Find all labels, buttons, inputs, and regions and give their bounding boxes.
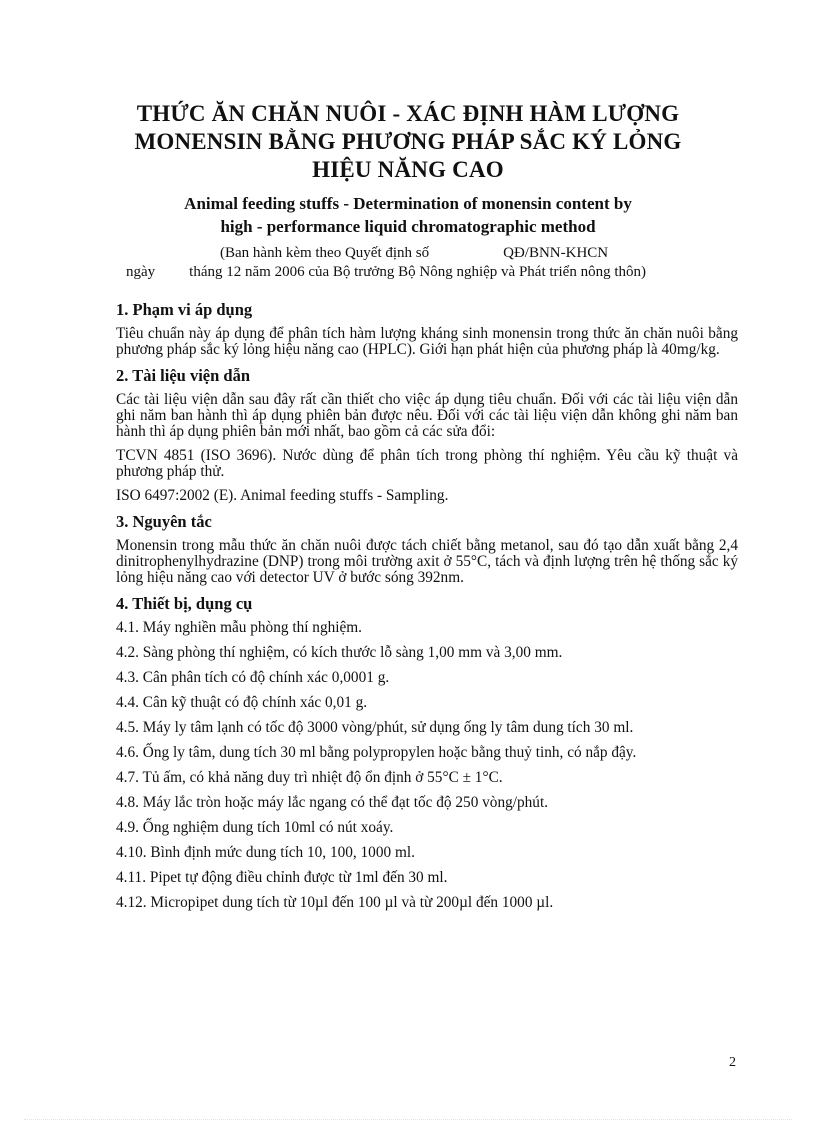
equipment-item: 4.1. Máy nghiền mẫu phòng thí nghiệm. [116, 619, 362, 636]
section-2-reference-1: TCVN 4851 (ISO 3696). Nước dùng để phân tích trong phòng thí nghiệm. Yêu cầu kỹ thuật và phương pháp thử. [116, 447, 738, 480]
equipment-item: 4.9. Ống nghiệm dung tích 10ml có nút xoáy. [116, 819, 394, 836]
issuance-decision-code: QĐ/BNN-KHCN [503, 245, 609, 261]
section-3-heading: 3. Nguyên tắc [116, 512, 212, 531]
subtitle-line-2: high - performance liquid chromatographic method [220, 217, 596, 236]
equipment-item: 4.6. Ống ly tâm, dung tích 30 ml bằng polypropylen hoặc bằng thuỷ tinh, có nắp đậy. [116, 744, 637, 761]
issuance-note-line-1 [220, 243, 640, 263]
issuance-day-label: ngày [126, 264, 156, 280]
section-2-text: Các tài liệu viện dẫn sau đây rất cần thiết cho việc áp dụng tiêu chuẩn. Đối với các tài liệu viện dẫn ghi năm ban hành thì áp dụng phiên bản được nêu. Đối với các tài liệu viện dẫn không ghi năm ban hành thì áp dụng phiên bản mới nhất, bao gồm cả các sửa đổi: [116, 391, 738, 440]
equipment-item: 4.5. Máy ly tâm lạnh có tốc độ 3000 vòng/phút, sử dụng ống ly tâm dung tích 30 ml. [116, 719, 634, 736]
section-3-text: Monensin trong mẫu thức ăn chăn nuôi được tách chiết bằng metanol, sau đó tạo dẫn xuất bằng 2,4 dinitrophenylhydrazine (DNP) trong môi trường axit ở 55°C, tách và định lượng trên hệ thống sắc ký lỏng hiệu năng cao với detector UV ở bước sóng 392nm. [116, 537, 738, 586]
equipment-item: 4.8. Máy lắc tròn hoặc máy lắc ngang có thể đạt tốc độ 250 vòng/phút. [116, 794, 549, 811]
issuance-note-line-2 [126, 262, 766, 282]
equipment-item: 4.4. Cân kỹ thuật có độ chính xác 0,01 g. [116, 694, 368, 711]
section-1-text: Tiêu chuẩn này áp dụng để phân tích hàm lượng kháng sinh monensin trong thức ăn chăn nuôi bằng phương pháp sắc ký lỏng hiệu năng cao (HPLC). Giới hạn phát hiện của phương pháp là 40mg/kg. [116, 325, 738, 358]
page-number: 2 [729, 1055, 736, 1070]
equipment-item: 4.12. Micropipet dung tích từ 10µl đến 100 µl và từ 200µl đến 1000 µl. [116, 894, 554, 911]
equipment-item: 4.7. Tủ ấm, có khả năng duy trì nhiệt độ ổn định ở 55°C ± 1°C. [116, 769, 503, 786]
subtitle-line-1: Animal feeding stuffs - Determination of monensin content by [184, 194, 632, 213]
section-2-heading: 2. Tài liệu viện dẫn [116, 366, 251, 385]
equipment-item: 4.3. Cân phân tích có độ chính xác 0,0001 g. [116, 669, 390, 686]
equipment-item: 4.2. Sàng phòng thí nghiệm, có kích thước lỗ sàng 1,00 mm và 3,00 mm. [116, 644, 563, 661]
issuance-date-text: tháng 12 năm 2006 của Bộ trưởng Bộ Nông nghiệp và Phát triển nông thôn) [189, 264, 647, 280]
document-subtitle [130, 192, 686, 238]
issuance-decision-label: (Ban hành kèm theo Quyết định số [220, 245, 430, 261]
equipment-item: 4.10. Bình định mức dung tích 10, 100, 1000 ml. [116, 844, 415, 861]
section-4-heading: 4. Thiết bị, dụng cụ [116, 594, 253, 613]
equipment-item: 4.11. Pipet tự động điều chỉnh được từ 1ml đến 30 ml. [116, 869, 448, 886]
section-1-heading: 1. Phạm vi áp dụng [116, 300, 253, 319]
document-title: THỨC ĂN CHĂN NUÔI - XÁC ĐỊNH HÀM LƯỢNG MONENSIN BẰNG PHƯƠNG PHÁP SẮC KÝ LỎNG HIỆU NĂNG CAO [134, 101, 682, 182]
section-2-reference-2: ISO 6497:2002 (E). Animal feeding stuffs - Sampling. [116, 487, 449, 504]
page-bottom-divider [24, 1119, 792, 1120]
document-body [116, 300, 738, 920]
